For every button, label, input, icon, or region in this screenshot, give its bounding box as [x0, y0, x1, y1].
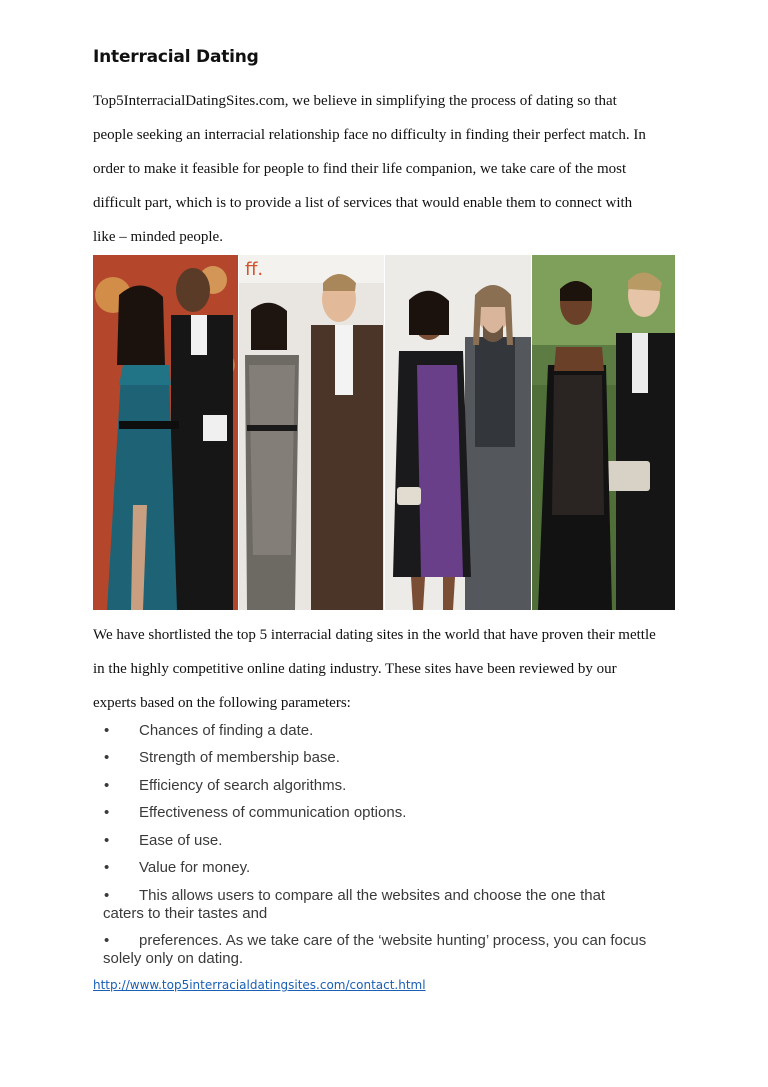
list-item-text: Efficiency of search algorithms. — [139, 777, 347, 794]
list-item-text-continued: solely only on dating. — [103, 950, 244, 967]
list-item-text: Effectiveness of communication options. — [139, 804, 407, 821]
bullet-icon: • — [104, 749, 110, 766]
list-item-text: Ease of use. — [139, 832, 223, 849]
body-line: We have shortlisted the top 5 interracial dating sites in the world that have proven their mettle — [93, 627, 656, 643]
intro-line: difficult part, which is to provide a list of services that would enable them to connect with — [93, 195, 633, 211]
page-title: Interracial Dating — [93, 47, 259, 67]
intro-line: people seeking an interracial relationship face no difficulty in finding their perfect match. In — [93, 127, 646, 143]
list-item-text: Strength of membership base. — [139, 749, 340, 766]
body-line: in the highly competitive online dating industry. These sites have been reviewed by our — [93, 661, 617, 677]
couple-photo-2 — [239, 255, 384, 610]
list-item-text-continued: caters to their tastes and — [103, 905, 268, 922]
intro-line: order to make it feasible for people to find their life companion, we take care of the most — [93, 161, 627, 177]
couple-photo-4 — [532, 255, 675, 610]
intro-line: Top5InterracialDatingSites.com, we believe in simplifying the process of dating so that — [93, 93, 617, 109]
list-item-text: This allows users to compare all the websites and choose the one that — [139, 887, 606, 904]
list-item-text: Chances of finding a date. — [139, 722, 314, 739]
contact-link[interactable]: http://www.top5interracialdatingsites.com/contact.html — [93, 978, 426, 992]
couple-photo-1 — [93, 255, 238, 610]
list-item-text: Value for money. — [139, 859, 251, 876]
list-item-text: preferences. As we take care of the ‘website hunting’ process, you can focus — [139, 932, 647, 949]
couples-photo-collage — [93, 255, 675, 610]
bullet-icon: • — [104, 859, 110, 876]
svg-text:ff.: ff. — [245, 259, 264, 280]
bullet-icon: • — [104, 777, 110, 794]
bullet-icon: • — [104, 887, 110, 904]
bullet-icon: • — [104, 804, 110, 821]
bullet-icon: • — [104, 832, 110, 849]
bullet-icon: • — [104, 722, 110, 739]
body-line: experts based on the following parameters: — [93, 695, 351, 711]
couple-photo-3 — [385, 255, 531, 610]
bullet-icon: • — [104, 932, 110, 949]
intro-line: like – minded people. — [93, 229, 223, 245]
